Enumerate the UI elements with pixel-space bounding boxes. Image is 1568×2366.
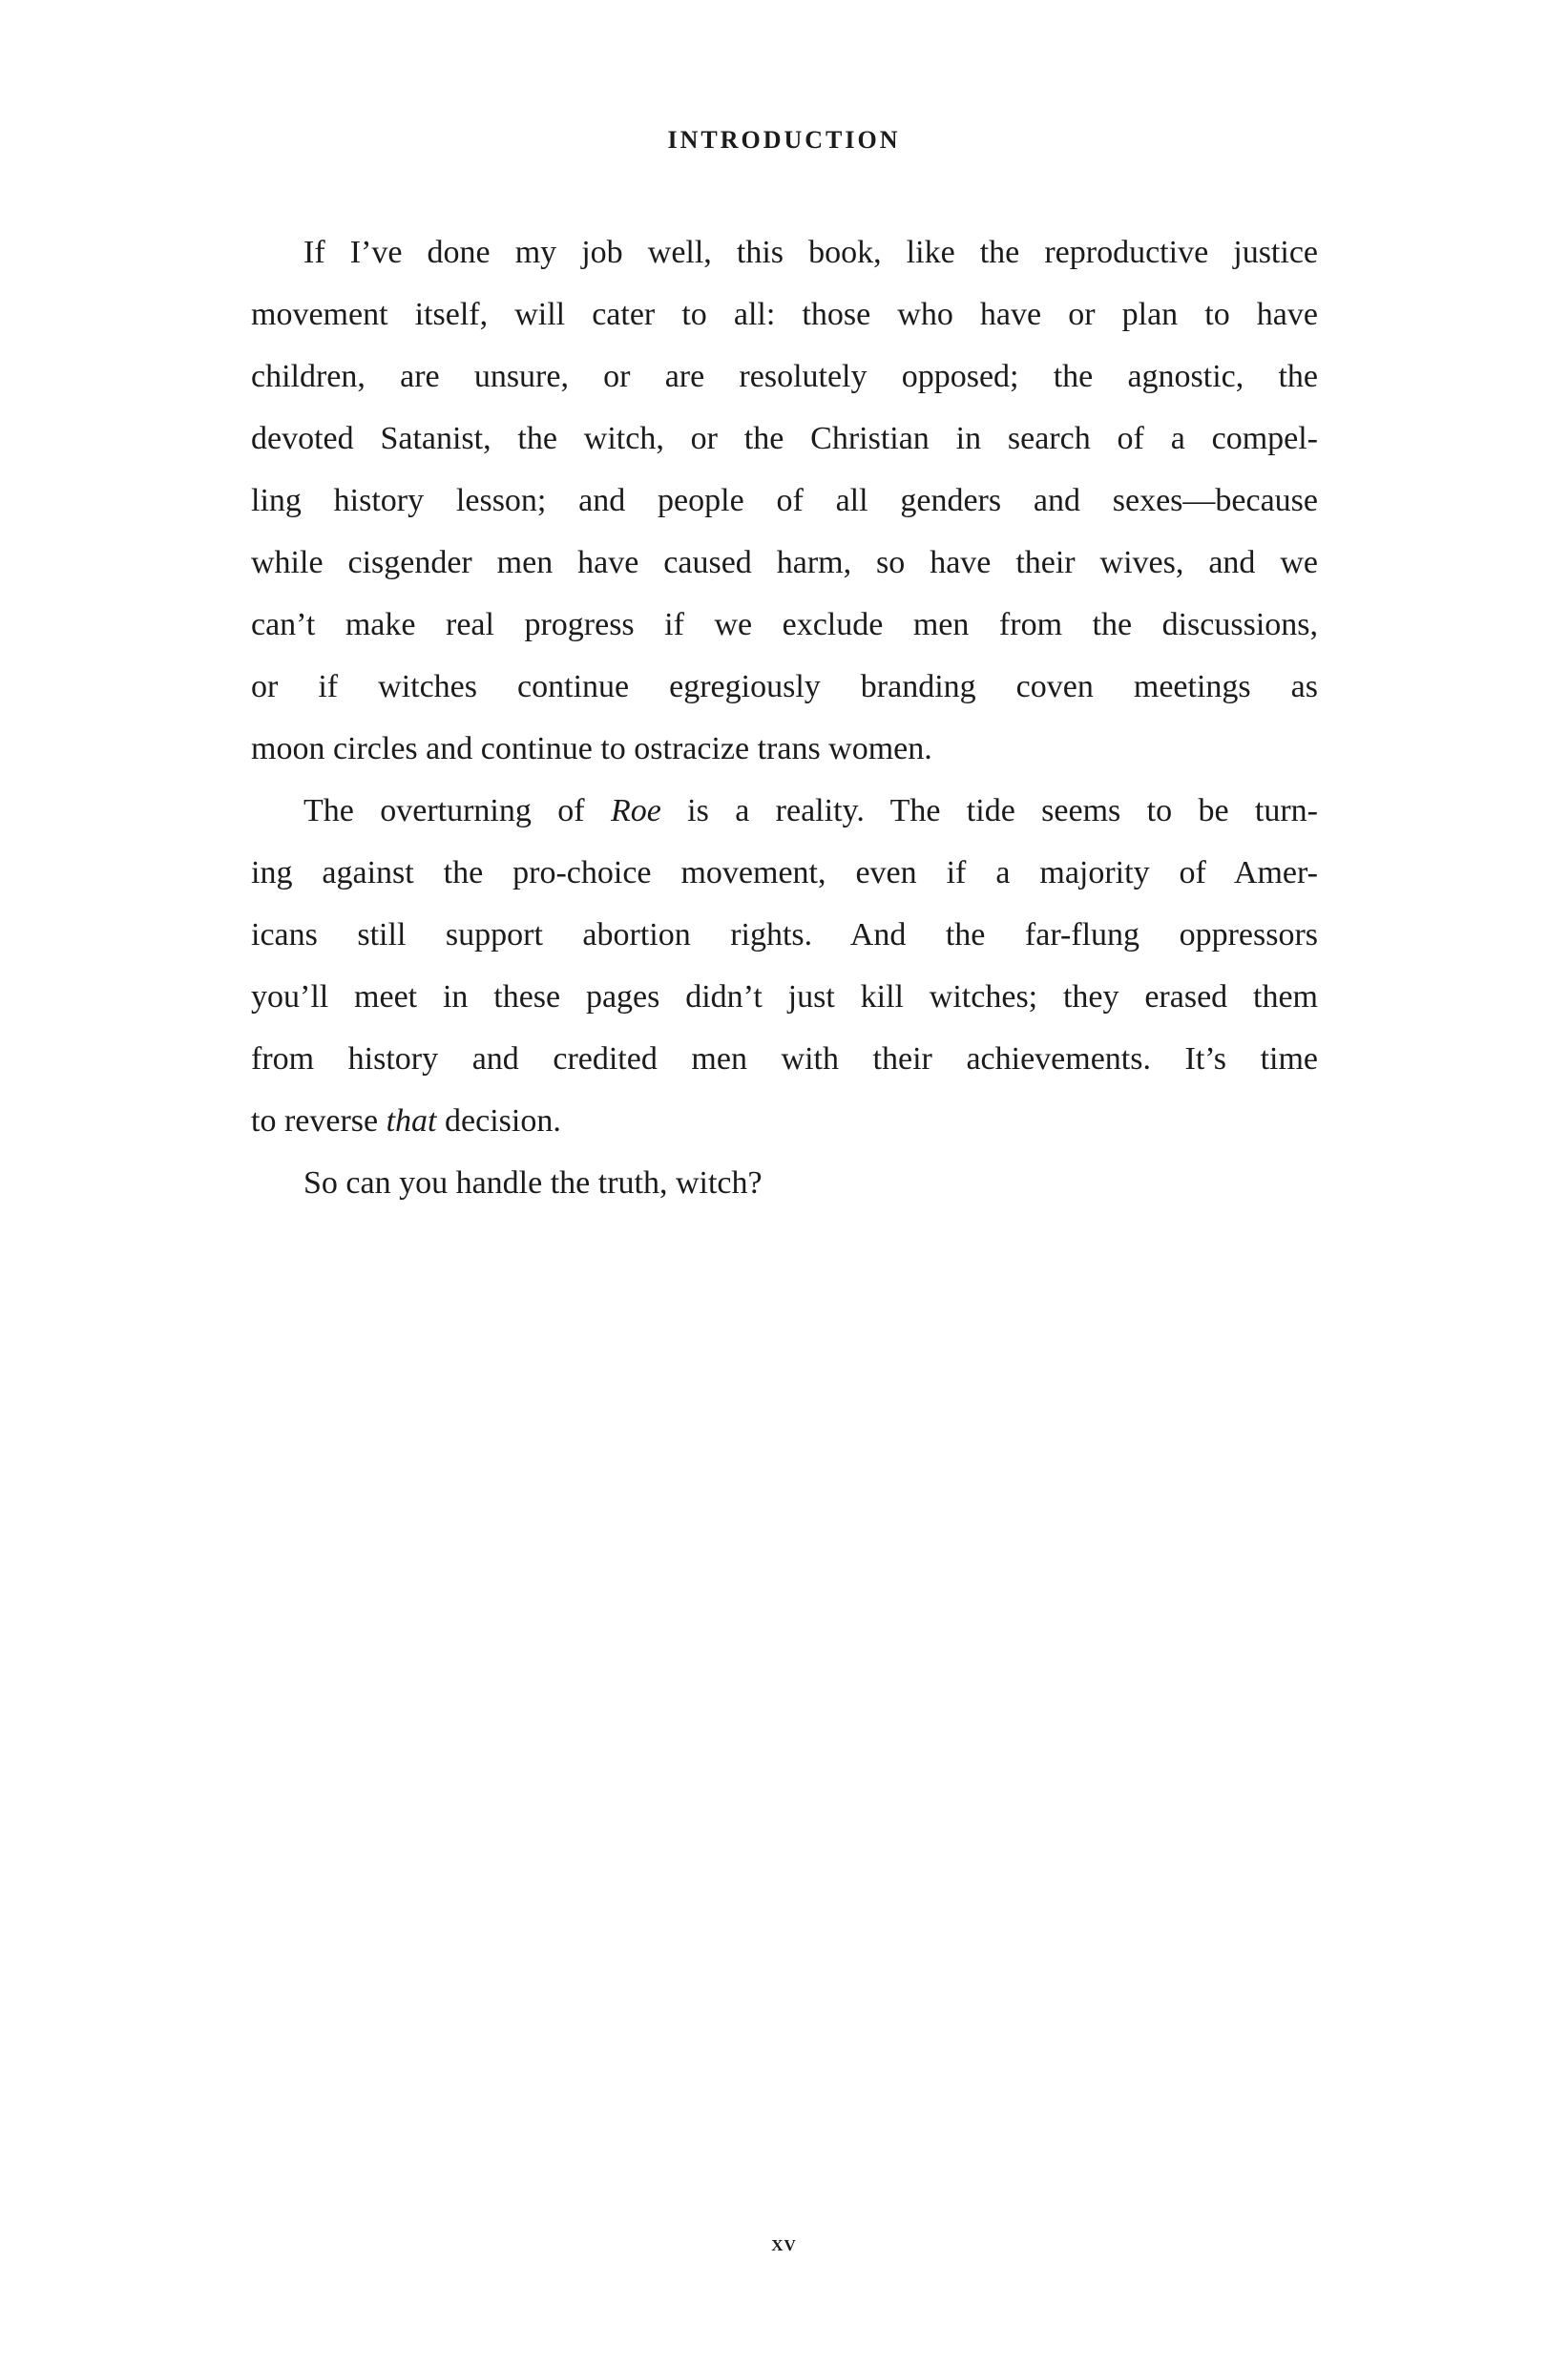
text-line: If I’ve done my job well, this book, like the reproductive justice: [303, 235, 1318, 270]
text-line: can’t make real progress if we exclude men from the discussions,: [251, 607, 1318, 642]
text-line: or if witches continue egregiously branding coven meetings as: [251, 669, 1318, 704]
text-line: you’ll meet in these pages didn’t just kill witches; they erased them: [251, 979, 1318, 1015]
text-line: ing against the pro-choice movement, even if a majority of Amer-: [251, 855, 1318, 890]
text-line: children, are unsure, or are resolutely opposed; the agnostic, the: [251, 359, 1318, 394]
text-line: moon circles and continue to ostracize trans women.: [251, 731, 932, 766]
chapter-running-head: INTRODUCTION: [667, 126, 901, 154]
text-line: devoted Satanist, the witch, or the Christian in search of a compel-: [251, 421, 1318, 456]
page-number: xv: [771, 2231, 797, 2256]
text-line: icans still support abortion rights. And the far-flung oppressors: [251, 917, 1318, 953]
body-text: [251, 221, 1318, 1214]
text-line: from history and credited men with their achievements. It’s time: [251, 1041, 1318, 1077]
text-line: The overturning of Roe is a reality. The tide seems to be turn-: [303, 793, 1318, 828]
text-line: So can you handle the truth, witch?: [303, 1165, 763, 1201]
text-line: movement itself, will cater to all: those who have or plan to have: [251, 297, 1318, 332]
text-line: while cisgender men have caused harm, so have their wives, and we: [251, 545, 1318, 580]
text-line: ling history lesson; and people of all genders and sexes—because: [251, 483, 1318, 518]
text-line: to reverse that decision.: [251, 1103, 561, 1139]
